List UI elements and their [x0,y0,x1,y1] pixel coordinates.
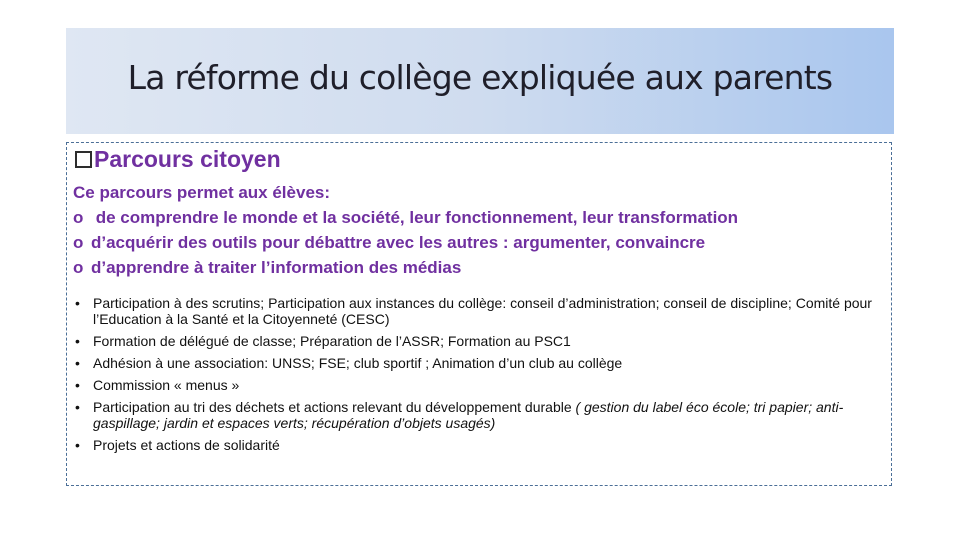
bullet-text: Adhésion à une association: UNSS; FSE; club sportif ; Animation d’un club au collège [93,355,623,371]
objective-marker: o [73,233,84,252]
bullet-item [73,377,887,393]
bullet-item [73,437,887,453]
objective-marker: o [73,208,84,227]
bullet-dot: • [75,377,80,393]
bullet-text: Participation au tri des déchets et actions relevant du développement durable [93,399,576,415]
bullet-list [73,295,887,459]
section-heading-label: Parcours citoyen [94,146,281,172]
bullet-item [73,333,887,349]
bullet-item [73,355,887,371]
bullet-dot: • [75,437,80,453]
bullet-text: Participation à des scrutins; Participation aux instances du collège: conseil d’administration; conseil de discipline; Comité pour l’Education à la Santé et la Citoyenneté (CESC) [93,295,872,327]
objective-text: d’acquérir des outils pour débattre avec les autres : argumenter, convaincre [91,233,706,252]
section-heading [75,146,281,173]
bullet-text: Formation de délégué de classe; Préparation de l’ASSR; Formation au PSC1 [93,333,571,349]
intro-text: Ce parcours permet aux élèves: [73,183,331,202]
objective-item [73,255,738,280]
bullet-item [73,399,887,431]
bullet-item [73,295,887,327]
bullet-italic-text: ( gestion du label éco école; tri papier; anti-gaspillage; jardin et espaces verts; récupération d’objets usagés) [93,399,844,431]
bullet-dot: • [75,295,80,311]
checkbox-icon [75,151,92,168]
content-box [66,142,892,486]
bullet-dot: • [75,355,80,371]
bullet-dot: • [75,333,80,349]
bullet-text: Commission « menus » [93,377,240,393]
objective-text: de comprendre le monde et la société, leur fonctionnement, leur transformation [91,208,739,227]
bullet-dot: • [75,399,80,415]
slide-title: La réforme du collège expliquée aux parents [127,58,833,97]
objective-item [73,230,738,255]
intro-block [73,180,738,280]
objective-item [73,205,738,230]
title-band [66,28,894,134]
objective-text: d’apprendre à traiter l’information des médias [91,258,462,277]
objective-marker: o [73,258,84,277]
bullet-text: Projets et actions de solidarité [93,437,280,453]
